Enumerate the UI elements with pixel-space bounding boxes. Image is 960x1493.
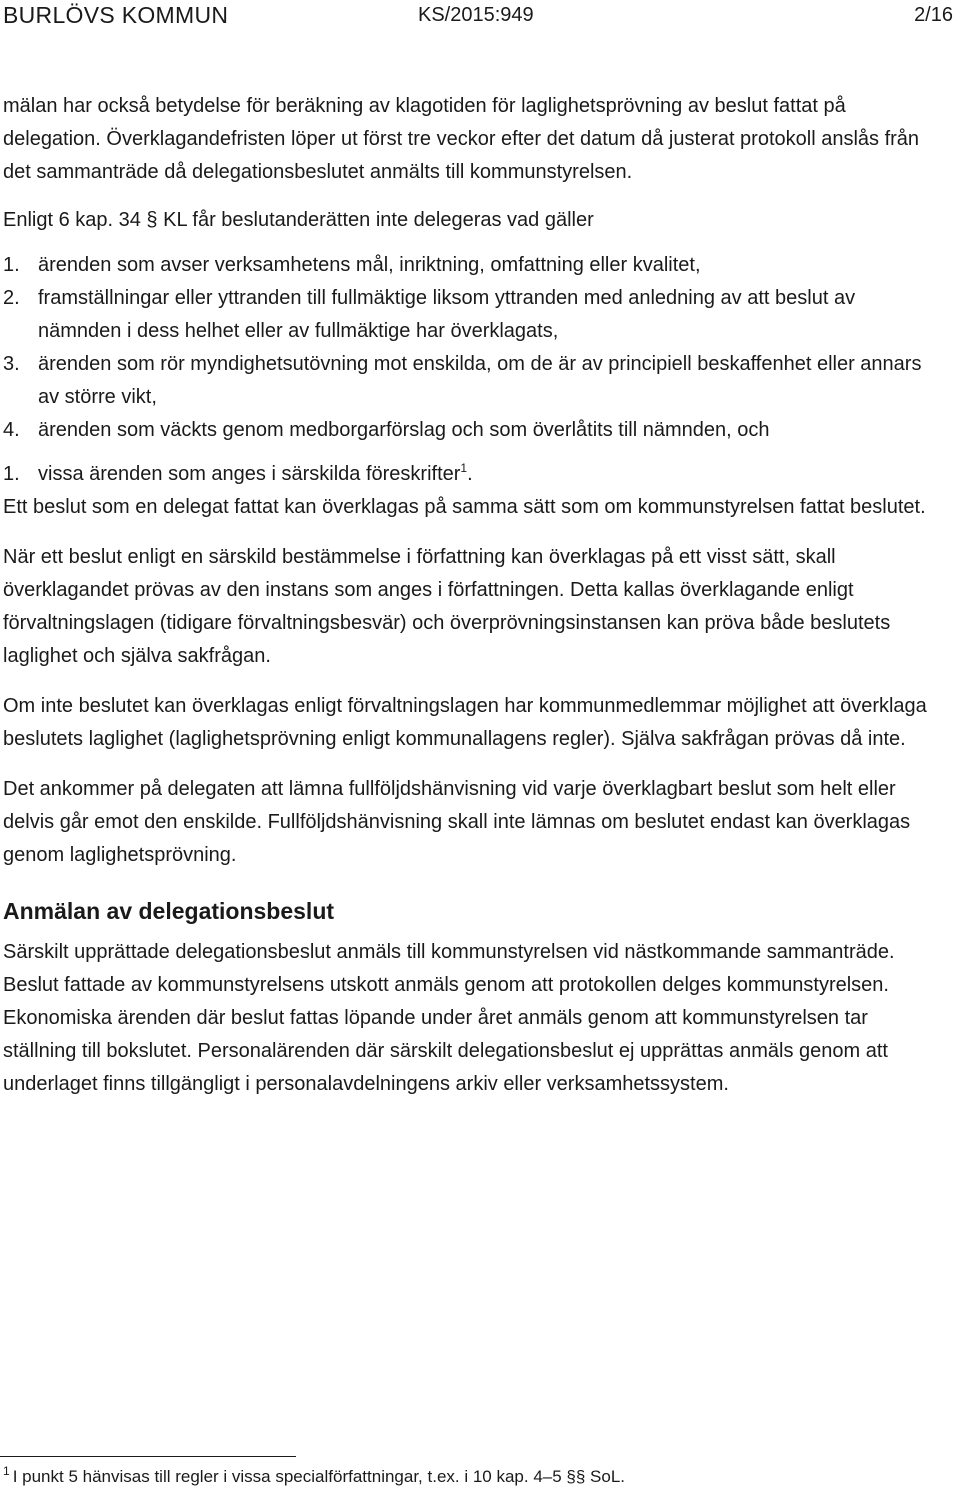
delegation-exceptions-list bbox=[3, 249, 933, 447]
list-item-text: ärenden som rör myndighetsutövning mot enskilda, om de är av principiell beskaffenhet eller annars av större vikt, bbox=[38, 353, 922, 408]
section-heading: Anmälan av delegationsbeslut bbox=[3, 898, 335, 924]
list-item-number: 2. bbox=[3, 287, 20, 309]
footnote bbox=[3, 1465, 625, 1489]
list-item-number: 1. bbox=[3, 254, 20, 276]
list-item-text: framställningar eller yttranden till fullmäktige liksom yttranden med anledning av att beslut av nämnden i dess helhet eller av fullmäktige har överklagats, bbox=[38, 287, 856, 342]
paragraph-legality-review: Om inte beslutet kan överklagas enligt förvaltningslagen har kommunmedlemmar möjlighet att överklaga beslutets laglighet (laglighetsprövning enligt kommunallagens regler). Själva sakfrågan prövas då inte. bbox=[3, 695, 927, 750]
list-item-trail: . bbox=[467, 463, 473, 485]
footnote-reference[interactable]: 1 bbox=[460, 461, 468, 475]
list-item-number: 3. bbox=[3, 353, 20, 375]
paragraph-administrative-appeal: När ett beslut enligt en särskild bestämmelse i författning kan överklagas på ett visst sätt, skall överklagandet prövas av den instans som anges i författningen. Detta kallas överklagande enligt förvaltningslagen (tidigare förvaltningsbesvär) och överprövningsinstansen kan pröva både beslutets laglighet och själva sakfrågan. bbox=[3, 546, 891, 667]
footnote-divider bbox=[0, 1456, 296, 1457]
paragraph-appeal-instructions: Det ankommer på delegaten att lämna fullföljdshänvisning vid varje överklagbart beslut som helt eller delvis går emot den enskilde. Fullföljdshänvisning skall inte lämnas om beslutet endast kan överklagas genom laglighetsprövning. bbox=[3, 778, 911, 866]
list-item bbox=[3, 249, 933, 282]
page-header bbox=[0, 0, 960, 30]
organization-name: BURLÖVS KOMMUN bbox=[3, 2, 229, 28]
list-item-number: 1. bbox=[3, 463, 20, 485]
list-item-text: vissa ärenden som anges i särskilda föreskrifter bbox=[38, 463, 461, 485]
list-item-text: ärenden som väckts genom medborgarförslag och som överlåtits till nämnden, och bbox=[38, 419, 770, 441]
page-number: 2/16 bbox=[914, 4, 953, 26]
section-paragraph: Särskilt upprättade delegationsbeslut anmäls till kommunstyrelsen vid nästkommande sammanträde. Beslut fattade av kommunstyrelsens utskott anmäls genom att protokollen delges kommunstyrelsen. Ekonomiska ärenden där beslut fattas löpande under året anmäls genom att kommunstyrelsen tar ställning till bokslutet. Personalärenden där särskilt delegationsbeslut ej upprättas anmäls genom att underlaget finns tillgängligt i personalavdelningens arkiv eller verksamhetssystem. bbox=[3, 941, 895, 1095]
footnote-marker: 1 bbox=[3, 1464, 10, 1478]
document-reference: KS/2015:949 bbox=[418, 4, 534, 26]
footnote-text: I punkt 5 hänvisas till regler i vissa specialförfattningar, t.ex. i 10 kap. 4–5 §§ SoL. bbox=[12, 1467, 626, 1486]
list-item bbox=[3, 414, 933, 447]
list-item bbox=[3, 348, 933, 414]
list-item-text: ärenden som avser verksamhetens mål, inriktning, omfattning eller kvalitet, bbox=[38, 254, 701, 276]
list-lead-text: Enligt 6 kap. 34 § KL får beslutanderätten inte delegeras vad gäller bbox=[3, 209, 594, 231]
paragraph-appeal-same-as-board: Ett beslut som en delegat fattat kan överklagas på samma sätt som om kommunstyrelsen fattat beslutet. bbox=[3, 496, 926, 518]
intro-paragraph: mälan har också betydelse för beräkning av klagotiden för laglighetsprövning av beslut fattat på delegation. Överklagandefristen löper ut först tre veckor efter det datum då justerat protokoll anslås från det sammanträde då delegationsbeslutet anmälts till kommunstyrelsen. bbox=[3, 95, 920, 183]
document-body bbox=[3, 90, 933, 1118]
list-item-number: 4. bbox=[3, 419, 20, 441]
list-item bbox=[3, 282, 933, 348]
delegation-exceptions-list-continued bbox=[3, 458, 933, 491]
list-item bbox=[3, 458, 933, 491]
